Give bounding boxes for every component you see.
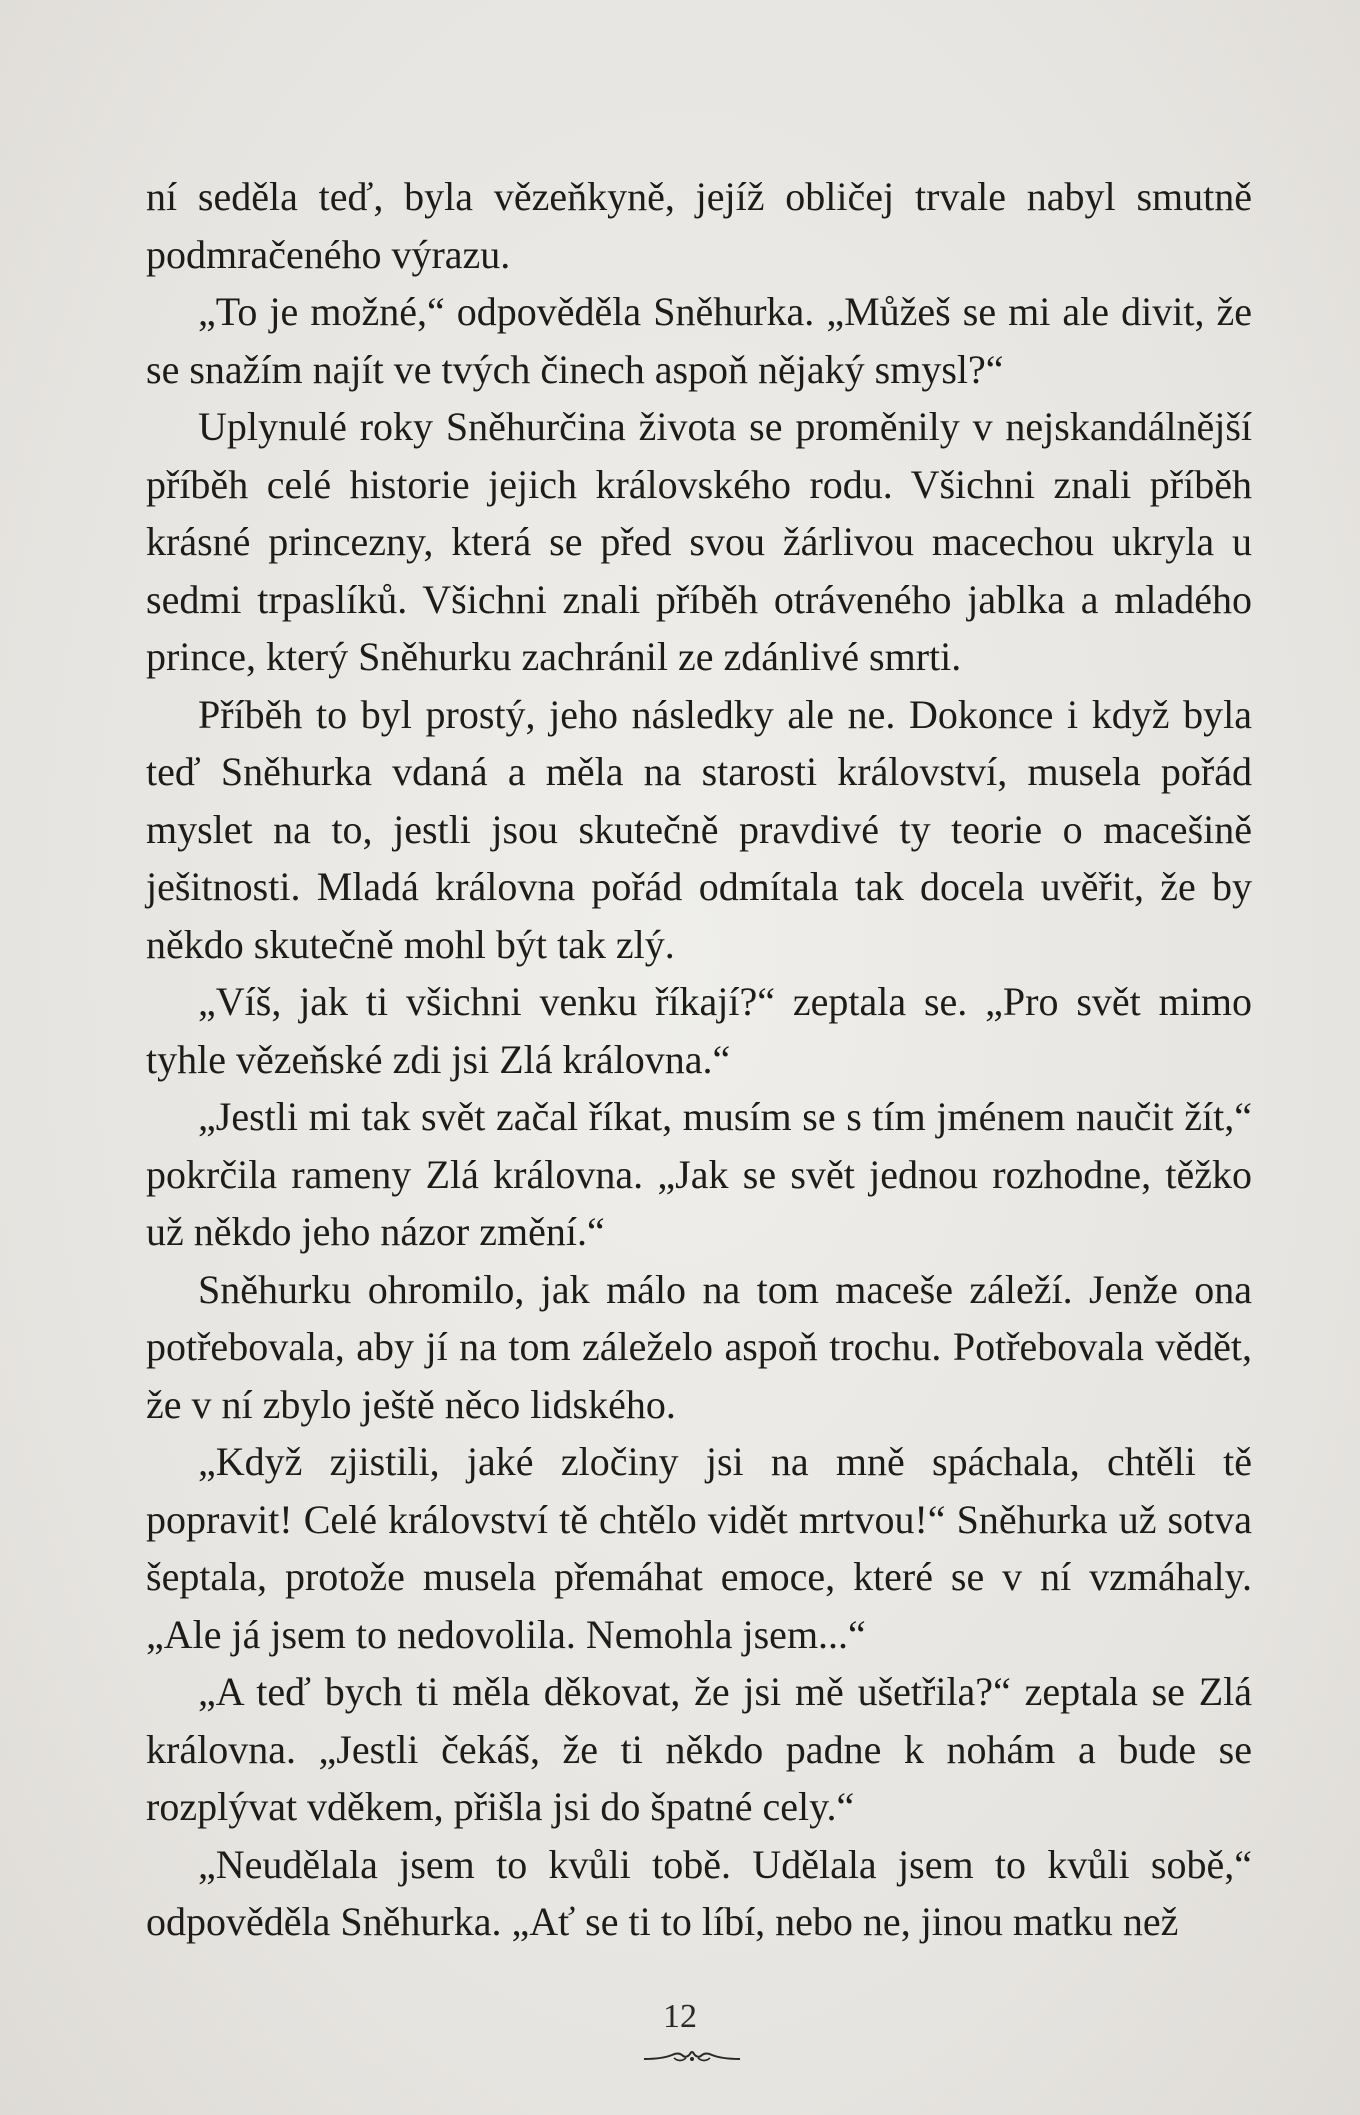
paragraph-10: „Neudělala jsem to kvůli tobě. Udělala jsem to kvůli sobě,“ odpověděla Sněhurka. „Ať se ti to líbí, nebo ne, jinou matku než (146, 1841, 1252, 1944)
paragraph-4: Příběh to byl prostý, jeho následky ale ne. Dokonce i když byla teď Sněhurka vdaná a měla na starosti království, musela pořád myslet na to, jestli jsou skutečně pravdivé ty teorie o macešině ješitnosti. Mladá královna pořád odmítala tak docela uvěřit, že by někdo skutečně mohl být tak zlý. (146, 691, 1252, 967)
swirl-flourish-icon (642, 2046, 742, 2066)
page-number: 12 (663, 1998, 697, 2035)
paragraph-9: „A teď bych ti měla děkovat, že jsi mě ušetřila?“ zeptala se Zlá královna. „Jestli čekáš, že ti někdo padne k nohám a bude se rozplývat vděkem, přišla jsi do špatné cely.“ (146, 1669, 1252, 1829)
body-text (146, 168, 1252, 1951)
paragraph-5: „Víš, jak ti všichni venku říkají?“ zeptala se. „Pro svět mimo tyhle vězeňské zdi jsi Zlá královna.“ (146, 979, 1252, 1082)
paragraph-2: „To je možné,“ odpověděla Sněhurka. „Můžeš se mi ale divit, že se snažím najít ve tvých činech aspoň nějaký smysl?“ (146, 289, 1252, 392)
paragraph-3: Uplynulé roky Sněhurčina života se proměnily v nejskandálnější příběh celé historie jejich královského rodu. Všichni znali příběh krásné princezny, která se před svou žárlivou macechou ukryla u sedmi trpaslíků. Všichni znali příběh otráveného jablka a mladého prince, který Sněhurku zachránil ze zdánlivé smrti. (146, 404, 1252, 679)
paragraph-6: „Jestli mi tak svět začal říkat, musím se s tím jménem naučit žít,“ pokrčila rameny Zlá královna. „Jak se svět jednou rozhodne, těžko už někdo jeho názor změní.“ (146, 1094, 1252, 1254)
paragraph-8: „Když zjistili, jaké zločiny jsi na mně spáchala, chtěli tě popravit! Celé království tě chtělo vidět mrtvou!“ Sněhurka už sotva šeptala, protože musela přemáhat emoce, které se v ní vzmáhaly. „Ale já jsem to nedovolila. Nemohla jsem...“ (146, 1439, 1252, 1657)
paragraph-7: Sněhurku ohromilo, jak málo na tom maceše záleží. Jenže ona potřebovala, aby jí na tom záleželo aspoň trochu. Potřebovala vědět, že v ní zbylo ještě něco lidského. (146, 1266, 1252, 1427)
paragraph-1: ní seděla teď, byla vězeňkyně, jejíž obličej trvale nabyl smutně podmračeného výrazu. (146, 174, 1252, 277)
